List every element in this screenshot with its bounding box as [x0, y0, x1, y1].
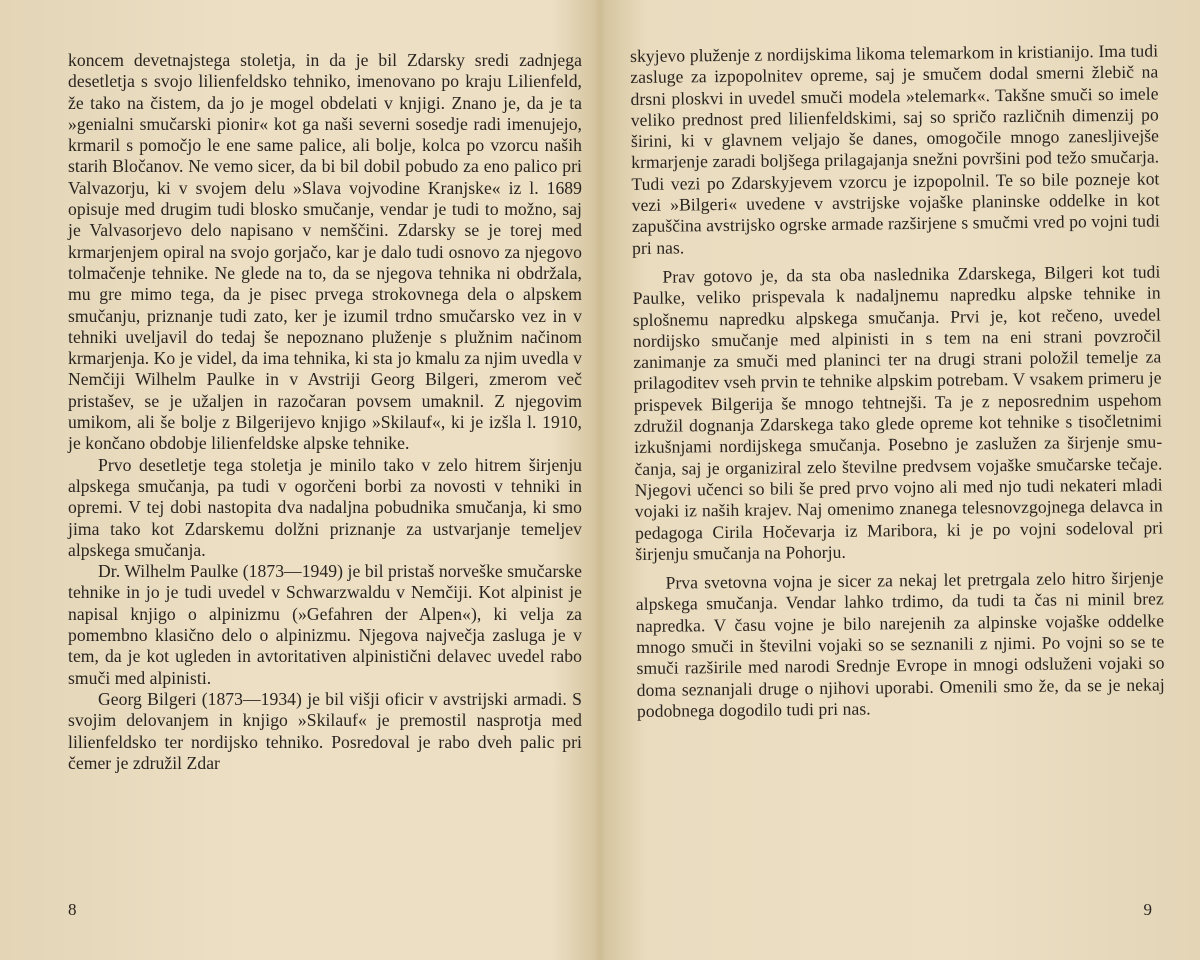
paragraph: koncem devetnajstega stoletja, in da je bil Zdarsky sredi zadnjega desetletja s svojo lilienfeldsko tehniko, imenovano po kraju Lilienfeld, že tako na čistem, da jo je mogel obdelati v knjigi. Znano je, da je ta »genialni smučarski pionir« kot ga naši severni sosedje radi imenujejo, krmaril s pomočjo le ene same palice, ali bolje, kolca po vzorcu naših starih Bločanov. Ne vemo sicer, da bi bil dobil pobudo za eno palico pri Valvazorju, ki v svojem delu »Slava vojvodine Kranjske« iz l. 1689 opisuje med drugim tudi blosko smučanje, vendar je tudi to možno, saj je Valvasorjevo delo napisano v nemščini. Zdarsky se je torej med krmarjenjem opiral na svojo gorjačo, kar je dalo tudi osnovo za njegovo tolmačenje tehnike. Ne glede na to, da se njegova tehnika ni obdržala, mu gre mimo tega, da je pisec prvega strokovnega dela o alpskem smučanju, priznanje tudi zato, ker je izumil trdno smučarsko vez in v tehniki uveljavil do tedaj še nepoznano pluženje s plužnim načinom krmarjenja. Ko je videl, da ima tehnika, ki sta jo kmalu za njim uvedla v Nemčiji Wilhelm Paulke in v Avstriji Georg Bilgeri, zmerom več pristašev, se je užaljen in razočaran povsem umaknil. Z njegovim umikom, ali še bolje z Bilgerijevo knjigo »Skilauf«, ki je izšla l. 1910, je končano obdobje lilienfeldske alpske tehnike.: [68, 50, 582, 454]
page-number: 9: [1143, 900, 1152, 919]
right-page-text: [630, 40, 1165, 722]
paragraph: Prvo desetletje tega stoletja je minilo tako v zelo hitrem širjenju alpskega smučanja, pa tudi v ogorčeni borbi za novosti v tehniki in opremi. V tej dobi nastopita dva nadaljna pobudnika smučanja, ki smo jima tako kot Zdarskemu dolžni priznanje za ustvarjanje temeljev alpskega smučanja.: [68, 454, 582, 560]
paragraph: Dr. Wilhelm Paulke (1873—1949) je bil pristaš norveške smučarske tehnike in jo je tudi uvedel v Schwarzwaldu v Nemčiji. Kot alpinist je napisal knjigo o alpinizmu (»Gefahren der Alpen«), ki velja za pomembno klasično delo o alpinizmu. Njegova največja zasluga je v tem, da je kot ugleden in avtoritativen alpinistični delavec uvedel rabo smuči med alpinisti.: [68, 561, 582, 688]
page-number: 8: [68, 900, 77, 919]
paragraph: skyjevo pluženje z nordijskima likoma telemarkom in kristianijo. Ima tudi zasluge za izpopolnitev opreme, saj je smučem dodal smerni žlebič na drsni ploskvi in uvedel smuči modela »telemark«. Takšne smuči so imele veliko prednost pred lilienfeldskimi, saj so spričo različnih dimenzij po širini, ki v glavnem veljajo še danes, omogočile mnogo zanesljivejše krmarjenje zaradi boljšega prilagajanja snežni površini pod težo smučarja. Tudi vezi po Zdarskyjevem vzorcu je izpopolnil. Te so bile pozneje kot vezi »Bilgeri« uvedene v avstrijske vojaške planinske oddelke in kot zapuščina avstrijsko ogrske armade razširjene s smučmi vred po vojni tudi pri nas.: [630, 40, 1160, 258]
paragraph: Prva svetovna vojna je sicer za nekaj let pretrgala zelo hitro širjenje alpskega smučanja. Vendar lahko trdimo, da tudi ta čas ni minil brez napredka. V času vojne je bilo narejenih za alpinske vojaške oddelke mnogo smuči in številni vojaki so se seznanili z njimi. Po vojni so se te smuči razširile med narodi Srednje Evrope in mnogi odsluženi vojaki so doma seznanjali druge o njihovi uporabi. Omenili smo že, da se je nekaj podobnega dogodilo tudi pri nas.: [635, 567, 1165, 721]
right-page: [600, 0, 1200, 960]
paragraph: Prav gotovo je, da sta oba naslednika Zdarskega, Bilgeri kot tudi Paulke, veliko prispevala k nadaljnemu napredku alpske tehnike in splošnemu napredku alpskega smučanja. Prvi je, kot rečeno, uvedel nordijsko smučanje med alpinisti in s tem na eni strani povzročil zanimanje za smuči med planinci ter na drugi strani položil temelje za prilagoditev vseh prvin te tehnike alpskim potrebam. V vsakem primeru je prispevek Bilgerija še mnogo tehtnejši. Ta je z neposrednim uspehom združil dognanja Zdarskega tako glede opreme kot tehnike s tisočletnimi izkušnjami nordijskega smučanja. Posebno je zaslužen za širjenje smučanja, saj je organiziral zelo številne predvsem vojaške smučarske tečaje. Njegovi učenci so bili še pred prvo vojno ali med njo tudi nekateri mladi vojaki iz naših krajev. Naj omenimo znanega telesnovzgojnega delavca in pedagoga Cirila Hočevarja iz Maribora, ki je po vojni sodeloval pri širjenju smučanja na Pohorju.: [632, 261, 1164, 564]
paragraph: Georg Bilgeri (1873—1934) je bil višji oficir v avstrijski armadi. S svojim delovanjem in knjigo »Skilauf« je premostil nasprotja med lilienfeldsko ter nordijsko tehniko. Posredoval je rabo dveh palic pri čemer je združil Zdar: [68, 688, 582, 773]
left-page-text: [68, 50, 582, 774]
